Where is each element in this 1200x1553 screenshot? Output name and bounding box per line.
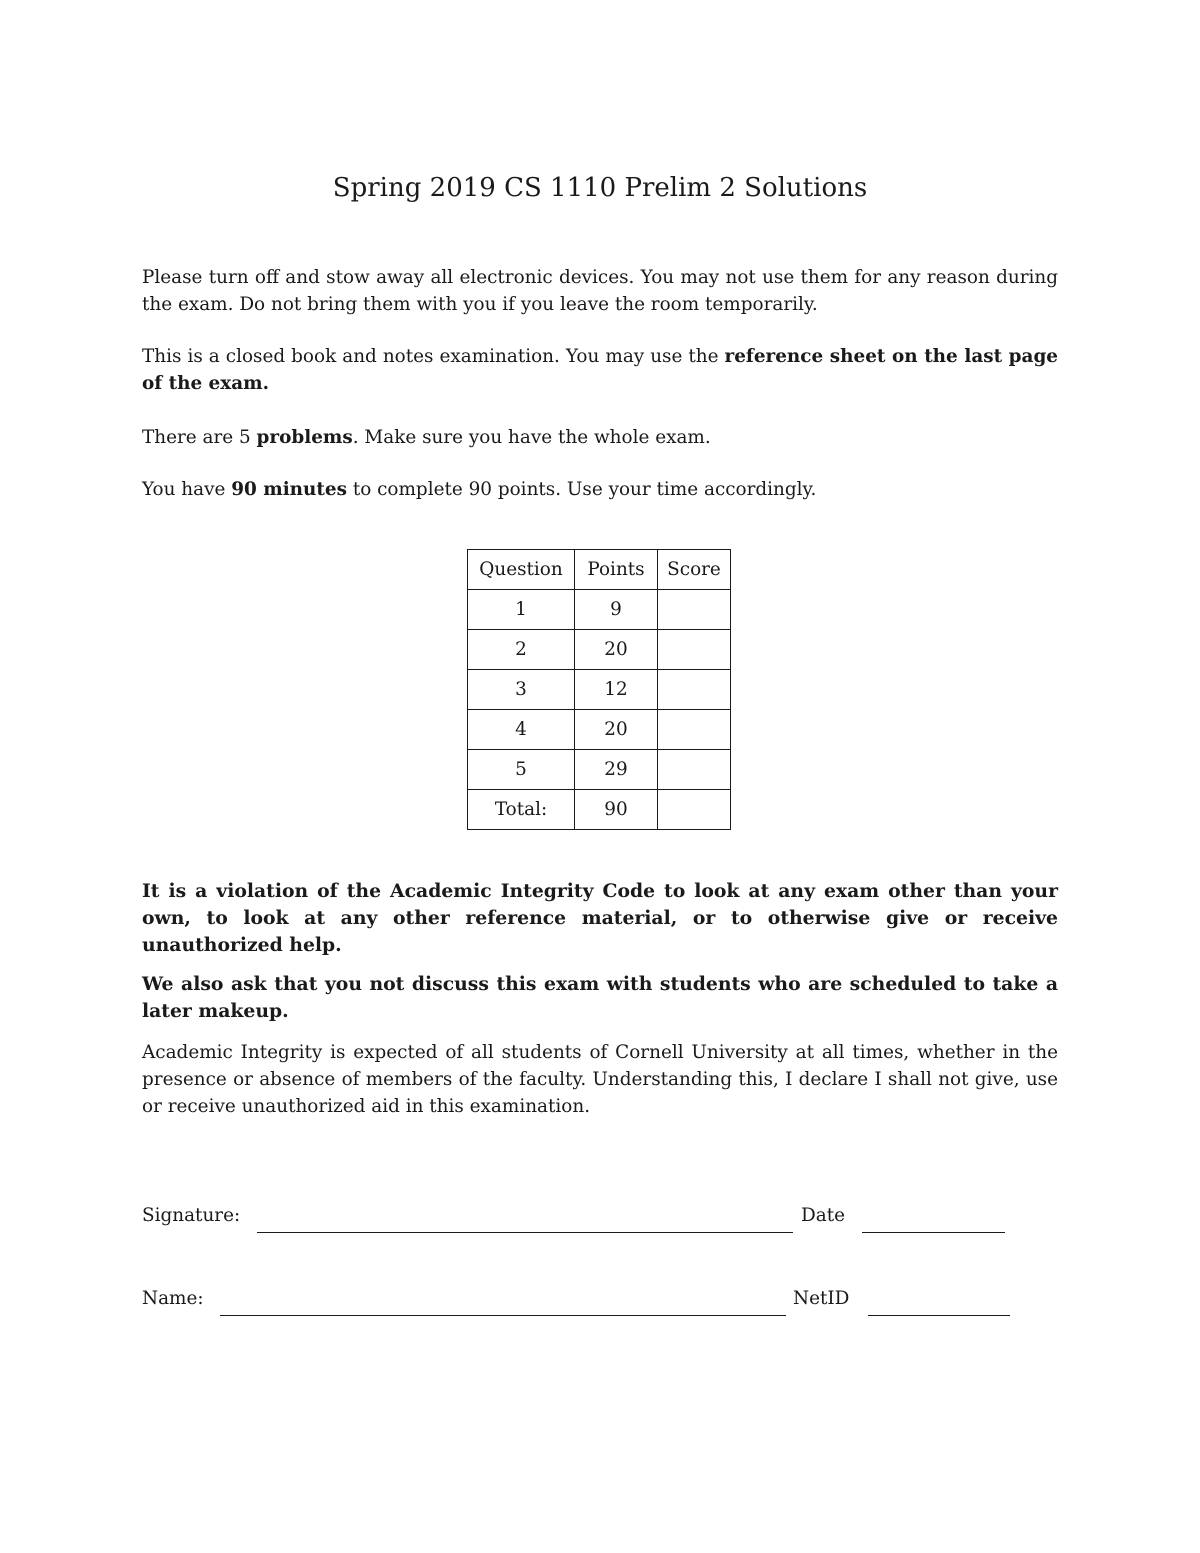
time-instruction — [142, 476, 1058, 503]
time-text-end: to complete 90 points. Use your time accordingly. — [346, 479, 817, 500]
reference-sheet-text: reference sheet on the last page of the exam. — [142, 346, 1058, 394]
score-table-header — [468, 550, 731, 590]
exam-title: Spring 2019 CS 1110 Prelim 2 Solutions — [332, 173, 868, 203]
total-score-cell[interactable] — [658, 790, 731, 830]
score-cell[interactable] — [658, 630, 731, 670]
score-cell[interactable] — [658, 710, 731, 750]
score-cell[interactable] — [658, 590, 731, 630]
integrity-statement: Academic Integrity is expected of all students of Cornell University at all times, whether in the presence or absence of members of the faculty. Understanding this, I declare I shall not give, use or receive unauthorized aid in this examination. — [142, 1042, 1058, 1117]
points-cell: 12 — [575, 670, 658, 710]
integrity-text-end: to look at any exam other than your own, to look at any other reference material, or to otherwise give or receive unauthorized help. — [142, 880, 1058, 956]
netid-field[interactable] — [868, 1315, 1010, 1316]
score-cell[interactable] — [658, 670, 731, 710]
header-points: Points — [575, 550, 658, 590]
table-row — [468, 670, 731, 710]
time-text-start: You have — [142, 479, 232, 500]
integrity-code-text: Academic Integrity Code — [390, 880, 656, 902]
problems-instruction — [142, 424, 1058, 451]
name-label: Name: — [142, 1288, 204, 1309]
question-cell: 1 — [468, 590, 575, 630]
time-text-bold: 90 minutes — [231, 479, 347, 500]
closed-book-instruction — [142, 343, 1058, 397]
date-label: Date — [801, 1205, 845, 1226]
points-cell: 20 — [575, 630, 658, 670]
table-row — [468, 590, 731, 630]
table-row — [468, 710, 731, 750]
score-table — [467, 549, 731, 830]
problems-text-end: . Make sure you have the whole exam. — [352, 427, 711, 448]
score-cell[interactable] — [658, 750, 731, 790]
table-row — [468, 630, 731, 670]
signature-label: Signature: — [142, 1205, 241, 1226]
points-cell: 9 — [575, 590, 658, 630]
table-row — [468, 750, 731, 790]
header-question: Question — [468, 550, 575, 590]
devices-instruction: Please turn off and stow away all electronic devices. You may not use them for any reason during the exam. Do not bring them with you if you leave the room temporarily. — [142, 267, 1058, 315]
question-cell: 4 — [468, 710, 575, 750]
closed-book-text: This is a closed book and notes examination. You may use the — [142, 346, 725, 367]
question-cell: 2 — [468, 630, 575, 670]
question-cell: 5 — [468, 750, 575, 790]
signature-field[interactable] — [257, 1232, 793, 1233]
question-cell: 3 — [468, 670, 575, 710]
points-cell: 20 — [575, 710, 658, 750]
integrity-violation-notice — [142, 878, 1058, 959]
problems-text-start: There are 5 — [142, 427, 257, 448]
points-cell: 29 — [575, 750, 658, 790]
date-field[interactable] — [862, 1232, 1005, 1233]
name-field[interactable] — [220, 1315, 786, 1316]
total-label-cell: Total: — [468, 790, 575, 830]
makeup-notice: We also ask that you not discuss this exam with students who are scheduled to take a later makeup. — [142, 973, 1058, 1022]
total-points-cell: 90 — [575, 790, 658, 830]
header-score: Score — [658, 550, 731, 590]
netid-label: NetID — [793, 1288, 850, 1309]
total-row — [468, 790, 731, 830]
integrity-text-start: It is a violation of the — [142, 880, 391, 902]
problems-text-bold: problems — [256, 427, 353, 448]
